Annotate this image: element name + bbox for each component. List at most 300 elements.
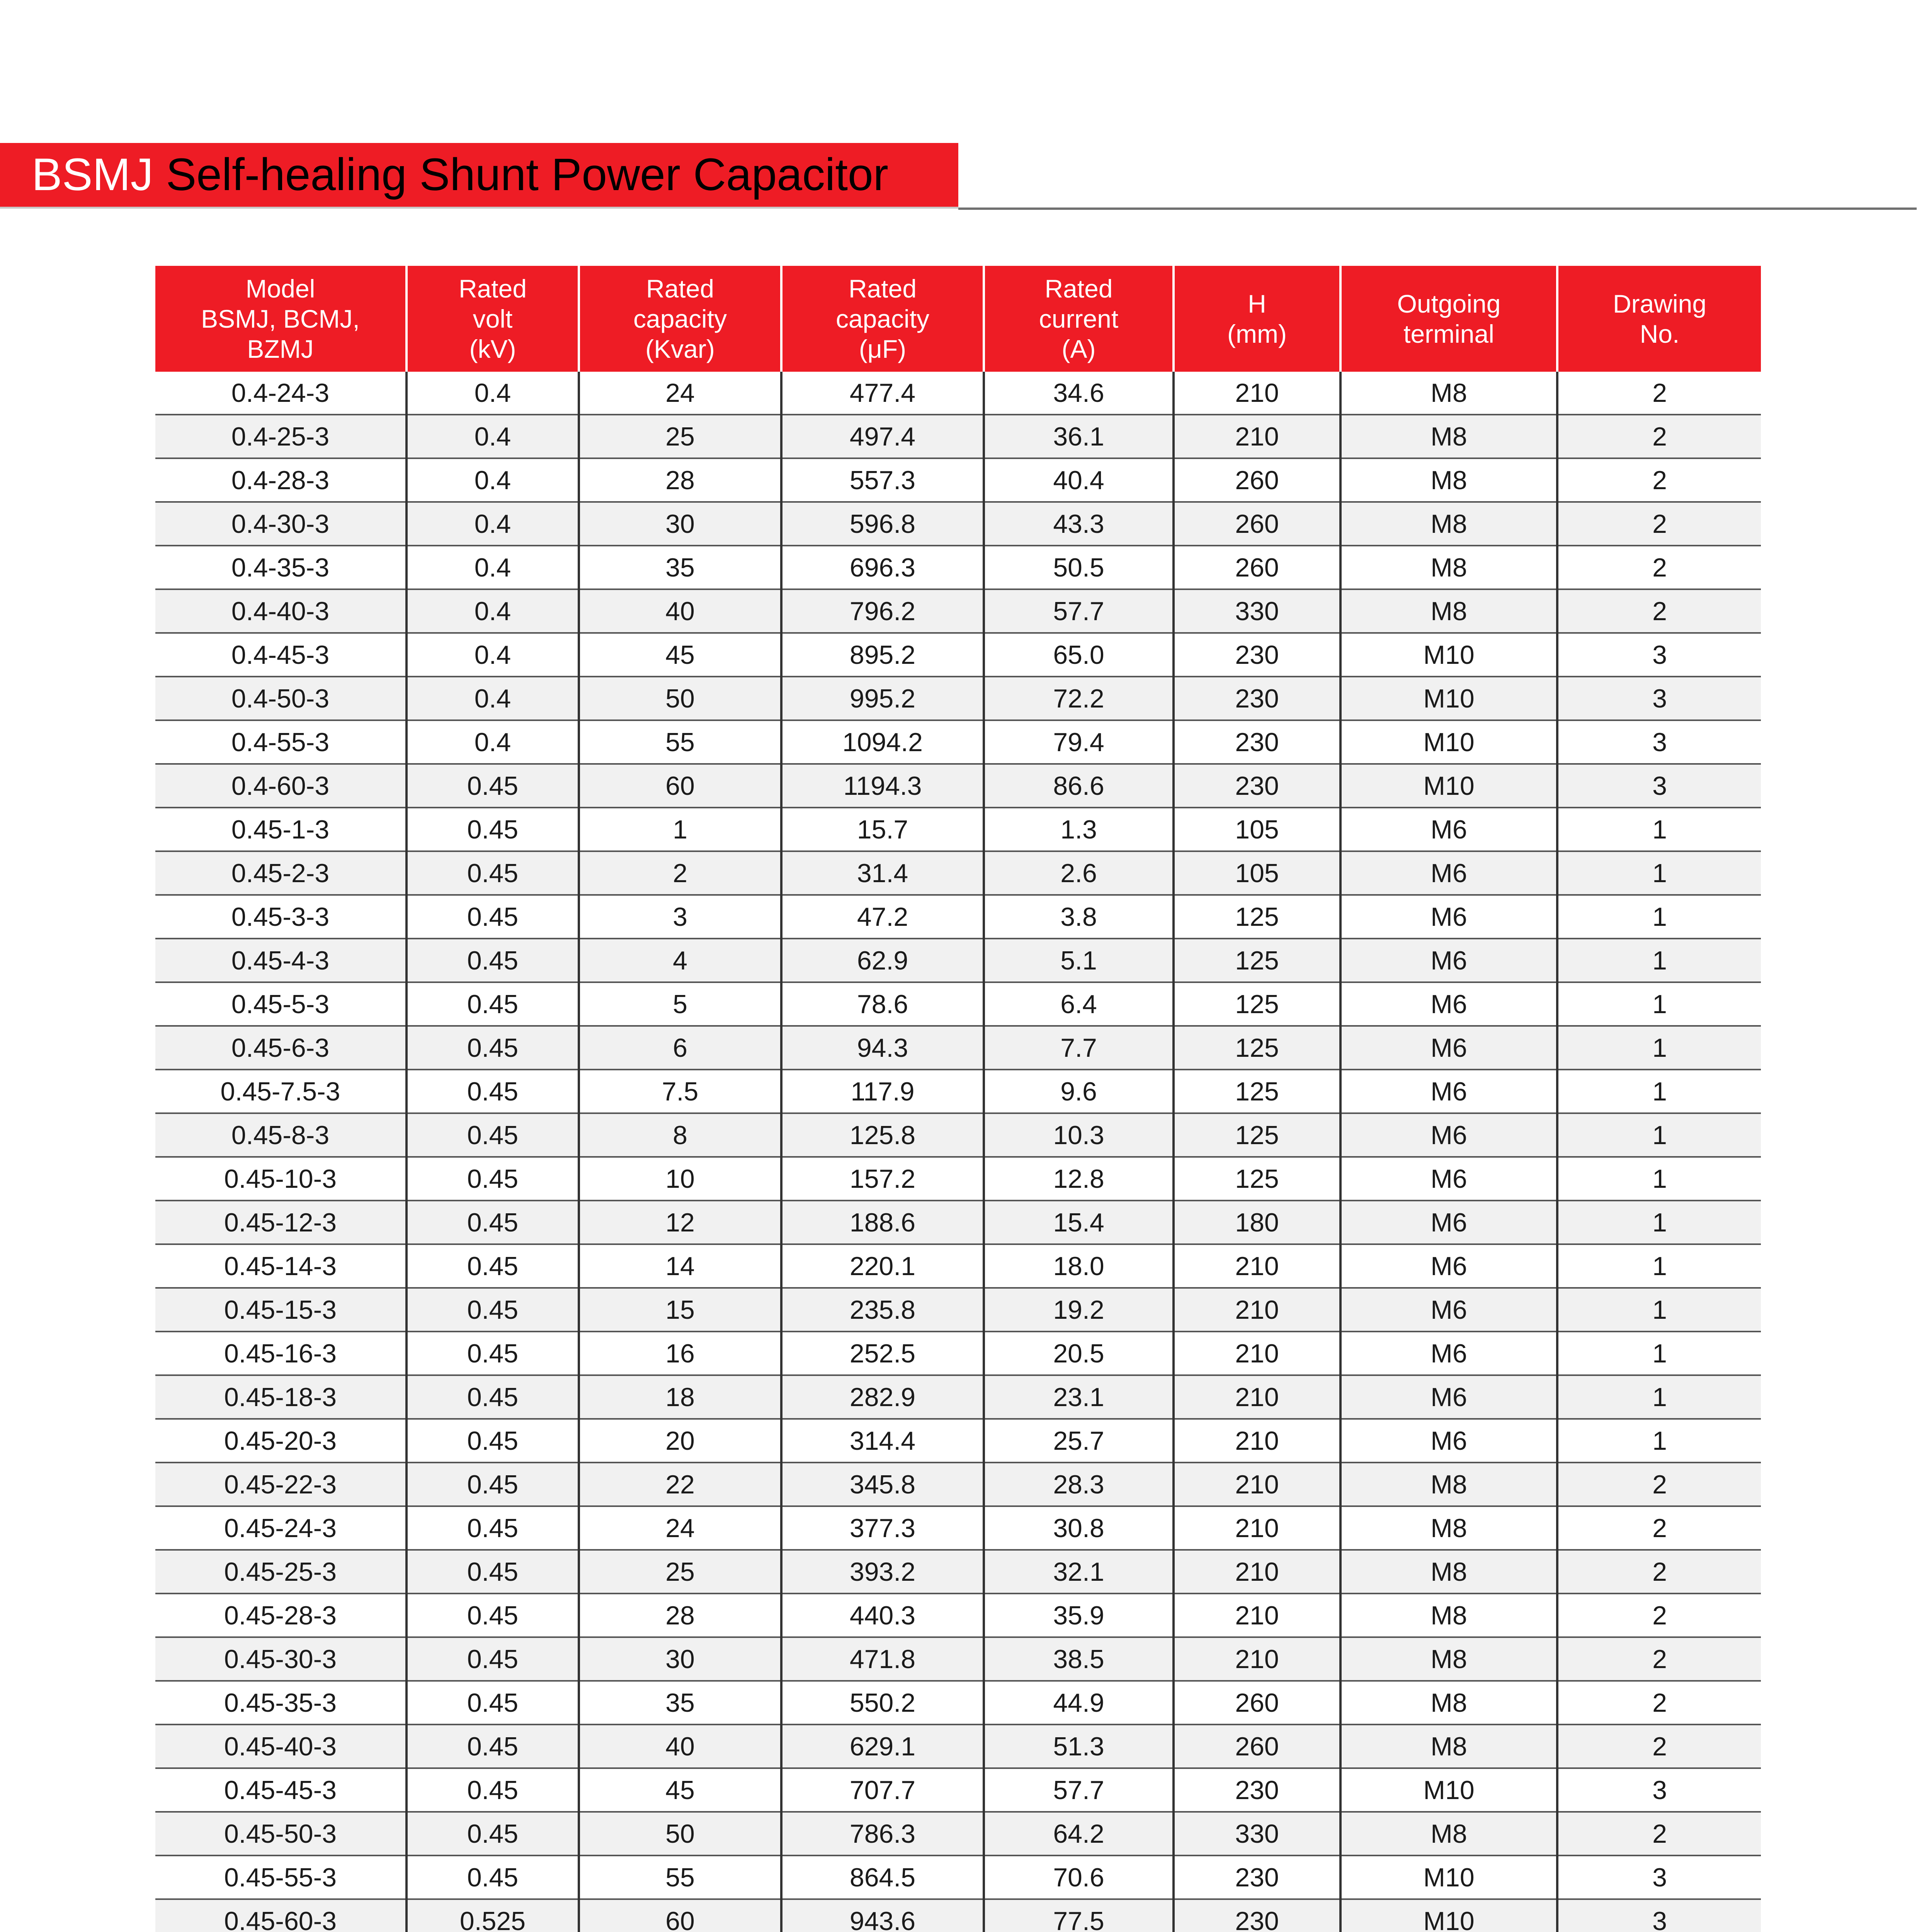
cell-rated-capacity-kvar: 14 xyxy=(579,1244,781,1288)
cell-model: 0.45-18-3 xyxy=(155,1375,407,1419)
cell-rated-capacity-kvar: 50 xyxy=(579,1812,781,1855)
cell-rated-capacity-kvar: 40 xyxy=(579,1725,781,1768)
cell-rated-current: 70.6 xyxy=(984,1855,1174,1899)
table-row xyxy=(155,677,1761,720)
cell-rated-volt: 0.45 xyxy=(407,764,579,808)
cell-rated-capacity-kvar: 6 xyxy=(579,1026,781,1070)
cell-rated-capacity-kvar: 1 xyxy=(579,808,781,851)
title-product-name: Self-healing Shunt Power Capacitor xyxy=(166,149,888,200)
cell-outgoing-terminal: M10 xyxy=(1340,1899,1557,1932)
cell-rated-capacity-uf: 550.2 xyxy=(781,1681,984,1725)
cell-drawing-no: 1 xyxy=(1557,1419,1761,1463)
cell-rated-current: 72.2 xyxy=(984,677,1174,720)
cell-model: 0.45-24-3 xyxy=(155,1506,407,1550)
table-row xyxy=(155,1332,1761,1375)
cell-rated-volt: 0.45 xyxy=(407,1157,579,1201)
cell-rated-volt: 0.45 xyxy=(407,1201,579,1244)
cell-outgoing-terminal: M8 xyxy=(1340,546,1557,589)
table-row xyxy=(155,1026,1761,1070)
cell-rated-volt: 0.45 xyxy=(407,1026,579,1070)
cell-height: 210 xyxy=(1174,372,1340,415)
cell-model: 0.45-50-3 xyxy=(155,1812,407,1855)
cell-outgoing-terminal: M6 xyxy=(1340,1288,1557,1332)
cell-rated-volt: 0.4 xyxy=(407,677,579,720)
cell-rated-capacity-kvar: 16 xyxy=(579,1332,781,1375)
cell-drawing-no: 1 xyxy=(1557,895,1761,939)
cell-outgoing-terminal: M6 xyxy=(1340,1113,1557,1157)
cell-height: 330 xyxy=(1174,589,1340,633)
cell-drawing-no: 3 xyxy=(1557,633,1761,677)
cell-rated-volt: 0.45 xyxy=(407,1594,579,1637)
cell-rated-current: 6.4 xyxy=(984,982,1174,1026)
cell-outgoing-terminal: M8 xyxy=(1340,1812,1557,1855)
cell-rated-capacity-uf: 94.3 xyxy=(781,1026,984,1070)
cell-drawing-no: 1 xyxy=(1557,982,1761,1026)
cell-rated-current: 23.1 xyxy=(984,1375,1174,1419)
cell-height: 125 xyxy=(1174,982,1340,1026)
table-row xyxy=(155,1681,1761,1725)
cell-model: 0.45-2-3 xyxy=(155,851,407,895)
cell-model: 0.45-8-3 xyxy=(155,1113,407,1157)
table-row xyxy=(155,1288,1761,1332)
column-header-outgoing-terminal xyxy=(1340,266,1557,372)
cell-model: 0.45-25-3 xyxy=(155,1550,407,1594)
cell-rated-capacity-kvar: 22 xyxy=(579,1463,781,1506)
cell-drawing-no: 2 xyxy=(1557,1812,1761,1855)
cell-rated-current: 32.1 xyxy=(984,1550,1174,1594)
cell-rated-capacity-uf: 47.2 xyxy=(781,895,984,939)
cell-model: 0.45-28-3 xyxy=(155,1594,407,1637)
cell-rated-volt: 0.45 xyxy=(407,1812,579,1855)
cell-model: 0.45-4-3 xyxy=(155,939,407,982)
cell-rated-capacity-uf: 864.5 xyxy=(781,1855,984,1899)
cell-rated-current: 30.8 xyxy=(984,1506,1174,1550)
cell-rated-volt: 0.45 xyxy=(407,1463,579,1506)
cell-outgoing-terminal: M8 xyxy=(1340,589,1557,633)
table-row xyxy=(155,1070,1761,1113)
cell-rated-capacity-kvar: 55 xyxy=(579,720,781,764)
cell-rated-volt: 0.45 xyxy=(407,1288,579,1332)
cell-rated-capacity-kvar: 30 xyxy=(579,502,781,546)
cell-rated-volt: 0.45 xyxy=(407,1419,579,1463)
cell-height: 260 xyxy=(1174,1725,1340,1768)
cell-rated-capacity-uf: 477.4 xyxy=(781,372,984,415)
cell-rated-capacity-uf: 497.4 xyxy=(781,415,984,458)
cell-rated-volt: 0.45 xyxy=(407,1506,579,1550)
cell-rated-volt: 0.45 xyxy=(407,1725,579,1768)
cell-model: 0.45-20-3 xyxy=(155,1419,407,1463)
column-header-model xyxy=(155,266,407,372)
cell-rated-current: 7.7 xyxy=(984,1026,1174,1070)
cell-drawing-no: 2 xyxy=(1557,1506,1761,1550)
table-row xyxy=(155,589,1761,633)
cell-rated-capacity-uf: 1194.3 xyxy=(781,764,984,808)
cell-model: 0.4-28-3 xyxy=(155,458,407,502)
cell-rated-current: 3.8 xyxy=(984,895,1174,939)
column-header-line: Outgoing xyxy=(1397,289,1501,318)
cell-rated-capacity-kvar: 20 xyxy=(579,1419,781,1463)
cell-model: 0.4-24-3 xyxy=(155,372,407,415)
cell-outgoing-terminal: M8 xyxy=(1340,1594,1557,1637)
table-row xyxy=(155,1463,1761,1506)
cell-outgoing-terminal: M8 xyxy=(1340,415,1557,458)
cell-model: 0.45-30-3 xyxy=(155,1637,407,1681)
cell-rated-capacity-uf: 393.2 xyxy=(781,1550,984,1594)
cell-rated-capacity-uf: 1094.2 xyxy=(781,720,984,764)
cell-rated-capacity-kvar: 60 xyxy=(579,1899,781,1932)
cell-model: 0.45-60-3 xyxy=(155,1899,407,1932)
table-row xyxy=(155,1506,1761,1550)
column-header-rated-capacity-kvar xyxy=(579,266,781,372)
cell-rated-capacity-uf: 895.2 xyxy=(781,633,984,677)
cell-drawing-no: 2 xyxy=(1557,1637,1761,1681)
cell-rated-capacity-kvar: 30 xyxy=(579,1637,781,1681)
cell-outgoing-terminal: M8 xyxy=(1340,372,1557,415)
cell-drawing-no: 1 xyxy=(1557,1026,1761,1070)
table-row xyxy=(155,372,1761,415)
cell-model: 0.45-12-3 xyxy=(155,1201,407,1244)
cell-rated-capacity-uf: 696.3 xyxy=(781,546,984,589)
cell-drawing-no: 3 xyxy=(1557,764,1761,808)
cell-rated-volt: 0.45 xyxy=(407,895,579,939)
cell-rated-capacity-uf: 345.8 xyxy=(781,1463,984,1506)
cell-rated-current: 57.7 xyxy=(984,589,1174,633)
cell-model: 0.45-10-3 xyxy=(155,1157,407,1201)
cell-rated-volt: 0.4 xyxy=(407,633,579,677)
cell-rated-capacity-uf: 377.3 xyxy=(781,1506,984,1550)
cell-model: 0.4-45-3 xyxy=(155,633,407,677)
cell-rated-capacity-uf: 629.1 xyxy=(781,1725,984,1768)
cell-height: 210 xyxy=(1174,415,1340,458)
cell-outgoing-terminal: M6 xyxy=(1340,1157,1557,1201)
column-header-line: Model xyxy=(245,274,315,303)
cell-rated-capacity-kvar: 24 xyxy=(579,372,781,415)
spec-table xyxy=(155,266,1761,1932)
cell-height: 210 xyxy=(1174,1375,1340,1419)
column-header-line: (μF) xyxy=(859,335,907,363)
cell-model: 0.4-30-3 xyxy=(155,502,407,546)
cell-rated-current: 50.5 xyxy=(984,546,1174,589)
cell-outgoing-terminal: M10 xyxy=(1340,1768,1557,1812)
cell-rated-capacity-uf: 995.2 xyxy=(781,677,984,720)
cell-rated-capacity-kvar: 10 xyxy=(579,1157,781,1201)
cell-drawing-no: 2 xyxy=(1557,546,1761,589)
cell-model: 0.4-25-3 xyxy=(155,415,407,458)
cell-drawing-no: 2 xyxy=(1557,502,1761,546)
table-row xyxy=(155,1594,1761,1637)
table-row xyxy=(155,851,1761,895)
column-header-line: (mm) xyxy=(1227,320,1287,348)
cell-rated-current: 38.5 xyxy=(984,1637,1174,1681)
table-row xyxy=(155,1855,1761,1899)
cell-drawing-no: 2 xyxy=(1557,1725,1761,1768)
title-divider xyxy=(958,207,1917,210)
cell-rated-capacity-uf: 252.5 xyxy=(781,1332,984,1375)
cell-outgoing-terminal: M8 xyxy=(1340,1463,1557,1506)
column-header-height xyxy=(1174,266,1340,372)
cell-rated-current: 28.3 xyxy=(984,1463,1174,1506)
cell-rated-capacity-kvar: 28 xyxy=(579,458,781,502)
cell-height: 210 xyxy=(1174,1550,1340,1594)
table-row xyxy=(155,1201,1761,1244)
cell-rated-volt: 0.525 xyxy=(407,1899,579,1932)
cell-rated-current: 79.4 xyxy=(984,720,1174,764)
cell-rated-volt: 0.45 xyxy=(407,1855,579,1899)
cell-rated-capacity-uf: 157.2 xyxy=(781,1157,984,1201)
cell-height: 230 xyxy=(1174,1855,1340,1899)
cell-model: 0.45-1-3 xyxy=(155,808,407,851)
table-row xyxy=(155,415,1761,458)
cell-rated-capacity-uf: 220.1 xyxy=(781,1244,984,1288)
cell-height: 180 xyxy=(1174,1201,1340,1244)
cell-drawing-no: 3 xyxy=(1557,1899,1761,1932)
cell-rated-capacity-uf: 188.6 xyxy=(781,1201,984,1244)
cell-rated-capacity-kvar: 45 xyxy=(579,1768,781,1812)
table-row xyxy=(155,939,1761,982)
column-header-line: (A) xyxy=(1061,335,1096,363)
cell-model: 0.45-14-3 xyxy=(155,1244,407,1288)
cell-rated-current: 51.3 xyxy=(984,1725,1174,1768)
table-row xyxy=(155,982,1761,1026)
cell-rated-current: 18.0 xyxy=(984,1244,1174,1288)
cell-drawing-no: 1 xyxy=(1557,808,1761,851)
cell-outgoing-terminal: M8 xyxy=(1340,502,1557,546)
cell-rated-volt: 0.45 xyxy=(407,1550,579,1594)
table-header-row xyxy=(155,266,1761,372)
cell-rated-current: 25.7 xyxy=(984,1419,1174,1463)
cell-rated-capacity-kvar: 35 xyxy=(579,546,781,589)
cell-rated-volt: 0.4 xyxy=(407,546,579,589)
cell-rated-capacity-uf: 15.7 xyxy=(781,808,984,851)
column-header-line: Rated xyxy=(646,274,714,303)
cell-height: 105 xyxy=(1174,851,1340,895)
cell-rated-volt: 0.45 xyxy=(407,982,579,1026)
cell-outgoing-terminal: M10 xyxy=(1340,677,1557,720)
column-header-line: (Kvar) xyxy=(645,335,715,363)
cell-outgoing-terminal: M10 xyxy=(1340,720,1557,764)
column-header-drawing-no xyxy=(1557,266,1761,372)
title-banner xyxy=(0,143,958,207)
cell-outgoing-terminal: M6 xyxy=(1340,851,1557,895)
column-header-line: Rated xyxy=(848,274,917,303)
cell-model: 0.45-22-3 xyxy=(155,1463,407,1506)
cell-drawing-no: 1 xyxy=(1557,939,1761,982)
cell-rated-current: 2.6 xyxy=(984,851,1174,895)
cell-rated-volt: 0.4 xyxy=(407,458,579,502)
cell-model: 0.45-5-3 xyxy=(155,982,407,1026)
cell-rated-current: 20.5 xyxy=(984,1332,1174,1375)
cell-rated-volt: 0.45 xyxy=(407,1332,579,1375)
table-row xyxy=(155,1637,1761,1681)
cell-outgoing-terminal: M6 xyxy=(1340,1419,1557,1463)
cell-rated-volt: 0.4 xyxy=(407,415,579,458)
column-header-rated-current xyxy=(984,266,1174,372)
cell-rated-capacity-uf: 796.2 xyxy=(781,589,984,633)
cell-rated-volt: 0.45 xyxy=(407,808,579,851)
cell-rated-capacity-uf: 117.9 xyxy=(781,1070,984,1113)
cell-height: 230 xyxy=(1174,633,1340,677)
column-header-line: BSMJ, BCMJ, xyxy=(201,304,360,333)
cell-rated-current: 40.4 xyxy=(984,458,1174,502)
table-body xyxy=(155,372,1761,1932)
cell-drawing-no: 1 xyxy=(1557,1375,1761,1419)
cell-model: 0.4-50-3 xyxy=(155,677,407,720)
column-header-rated-volt xyxy=(407,266,579,372)
cell-outgoing-terminal: M6 xyxy=(1340,1070,1557,1113)
column-header-line: Drawing xyxy=(1613,289,1707,318)
cell-height: 210 xyxy=(1174,1506,1340,1550)
cell-rated-current: 35.9 xyxy=(984,1594,1174,1637)
cell-model: 0.45-3-3 xyxy=(155,895,407,939)
cell-rated-capacity-kvar: 28 xyxy=(579,1594,781,1637)
cell-outgoing-terminal: M8 xyxy=(1340,1550,1557,1594)
table-row xyxy=(155,1419,1761,1463)
cell-rated-capacity-uf: 78.6 xyxy=(781,982,984,1026)
cell-outgoing-terminal: M8 xyxy=(1340,1725,1557,1768)
cell-height: 125 xyxy=(1174,1026,1340,1070)
cell-outgoing-terminal: M8 xyxy=(1340,1681,1557,1725)
cell-rated-current: 43.3 xyxy=(984,502,1174,546)
cell-height: 210 xyxy=(1174,1288,1340,1332)
cell-model: 0.45-45-3 xyxy=(155,1768,407,1812)
cell-rated-capacity-kvar: 2 xyxy=(579,851,781,895)
cell-drawing-no: 1 xyxy=(1557,1157,1761,1201)
cell-drawing-no: 2 xyxy=(1557,1681,1761,1725)
cell-model: 0.45-7.5-3 xyxy=(155,1070,407,1113)
cell-rated-capacity-uf: 31.4 xyxy=(781,851,984,895)
cell-drawing-no: 1 xyxy=(1557,851,1761,895)
cell-rated-capacity-kvar: 3 xyxy=(579,895,781,939)
cell-rated-volt: 0.4 xyxy=(407,372,579,415)
cell-outgoing-terminal: M6 xyxy=(1340,1201,1557,1244)
cell-drawing-no: 1 xyxy=(1557,1332,1761,1375)
cell-rated-capacity-kvar: 24 xyxy=(579,1506,781,1550)
cell-rated-volt: 0.45 xyxy=(407,1681,579,1725)
cell-rated-volt: 0.45 xyxy=(407,939,579,982)
cell-outgoing-terminal: M8 xyxy=(1340,1637,1557,1681)
cell-height: 210 xyxy=(1174,1332,1340,1375)
cell-height: 125 xyxy=(1174,939,1340,982)
cell-height: 260 xyxy=(1174,502,1340,546)
cell-rated-capacity-kvar: 35 xyxy=(579,1681,781,1725)
column-header-line: terminal xyxy=(1403,320,1494,348)
column-header-line: H xyxy=(1248,289,1266,318)
cell-outgoing-terminal: M6 xyxy=(1340,1244,1557,1288)
cell-rated-capacity-uf: 596.8 xyxy=(781,502,984,546)
cell-rated-volt: 0.4 xyxy=(407,720,579,764)
cell-rated-current: 10.3 xyxy=(984,1113,1174,1157)
cell-rated-capacity-uf: 314.4 xyxy=(781,1419,984,1463)
column-header-line: current xyxy=(1039,304,1119,333)
cell-drawing-no: 2 xyxy=(1557,415,1761,458)
cell-rated-current: 34.6 xyxy=(984,372,1174,415)
cell-drawing-no: 2 xyxy=(1557,589,1761,633)
cell-drawing-no: 1 xyxy=(1557,1113,1761,1157)
cell-rated-capacity-kvar: 8 xyxy=(579,1113,781,1157)
table-row xyxy=(155,546,1761,589)
cell-rated-capacity-kvar: 25 xyxy=(579,1550,781,1594)
cell-height: 210 xyxy=(1174,1463,1340,1506)
cell-height: 230 xyxy=(1174,677,1340,720)
column-header-line: Rated xyxy=(1044,274,1113,303)
cell-drawing-no: 2 xyxy=(1557,458,1761,502)
cell-height: 210 xyxy=(1174,1244,1340,1288)
column-header-line: volt xyxy=(473,304,513,333)
cell-outgoing-terminal: M6 xyxy=(1340,1332,1557,1375)
cell-rated-volt: 0.4 xyxy=(407,502,579,546)
cell-height: 105 xyxy=(1174,808,1340,851)
cell-height: 230 xyxy=(1174,764,1340,808)
cell-model: 0.45-15-3 xyxy=(155,1288,407,1332)
cell-drawing-no: 2 xyxy=(1557,1463,1761,1506)
cell-drawing-no: 1 xyxy=(1557,1201,1761,1244)
cell-rated-current: 1.3 xyxy=(984,808,1174,851)
column-header-rated-capacity-uf xyxy=(781,266,984,372)
cell-rated-current: 5.1 xyxy=(984,939,1174,982)
cell-rated-current: 44.9 xyxy=(984,1681,1174,1725)
cell-outgoing-terminal: M6 xyxy=(1340,895,1557,939)
cell-rated-capacity-uf: 62.9 xyxy=(781,939,984,982)
cell-model: 0.45-55-3 xyxy=(155,1855,407,1899)
cell-outgoing-terminal: M6 xyxy=(1340,939,1557,982)
cell-rated-capacity-kvar: 50 xyxy=(579,677,781,720)
cell-model: 0.4-55-3 xyxy=(155,720,407,764)
cell-rated-current: 12.8 xyxy=(984,1157,1174,1201)
cell-rated-capacity-kvar: 60 xyxy=(579,764,781,808)
table-row xyxy=(155,764,1761,808)
column-header-line: BZMJ xyxy=(247,335,314,363)
cell-drawing-no: 3 xyxy=(1557,677,1761,720)
cell-rated-current: 19.2 xyxy=(984,1288,1174,1332)
cell-drawing-no: 1 xyxy=(1557,1070,1761,1113)
cell-rated-volt: 0.45 xyxy=(407,851,579,895)
cell-drawing-no: 1 xyxy=(1557,1244,1761,1288)
column-header-line: Rated xyxy=(458,274,527,303)
table-row xyxy=(155,502,1761,546)
table-row xyxy=(155,1157,1761,1201)
cell-height: 260 xyxy=(1174,546,1340,589)
cell-model: 0.4-60-3 xyxy=(155,764,407,808)
cell-drawing-no: 2 xyxy=(1557,372,1761,415)
cell-height: 330 xyxy=(1174,1812,1340,1855)
cell-model: 0.4-40-3 xyxy=(155,589,407,633)
cell-outgoing-terminal: M6 xyxy=(1340,808,1557,851)
cell-rated-capacity-kvar: 12 xyxy=(579,1201,781,1244)
cell-rated-current: 77.5 xyxy=(984,1899,1174,1932)
cell-rated-capacity-uf: 471.8 xyxy=(781,1637,984,1681)
cell-rated-capacity-kvar: 25 xyxy=(579,415,781,458)
column-header-line: No. xyxy=(1640,320,1680,348)
cell-outgoing-terminal: M10 xyxy=(1340,764,1557,808)
cell-rated-volt: 0.45 xyxy=(407,1070,579,1113)
cell-rated-volt: 0.45 xyxy=(407,1244,579,1288)
cell-rated-volt: 0.45 xyxy=(407,1113,579,1157)
cell-model: 0.45-6-3 xyxy=(155,1026,407,1070)
table-row xyxy=(155,1812,1761,1855)
table-row xyxy=(155,1725,1761,1768)
table-row xyxy=(155,1768,1761,1812)
cell-rated-current: 65.0 xyxy=(984,633,1174,677)
cell-outgoing-terminal: M8 xyxy=(1340,1506,1557,1550)
cell-rated-volt: 0.45 xyxy=(407,1375,579,1419)
cell-height: 230 xyxy=(1174,720,1340,764)
cell-rated-capacity-uf: 786.3 xyxy=(781,1812,984,1855)
table-row xyxy=(155,808,1761,851)
cell-height: 210 xyxy=(1174,1637,1340,1681)
table-row xyxy=(155,1113,1761,1157)
cell-rated-capacity-uf: 557.3 xyxy=(781,458,984,502)
table-row xyxy=(155,1550,1761,1594)
